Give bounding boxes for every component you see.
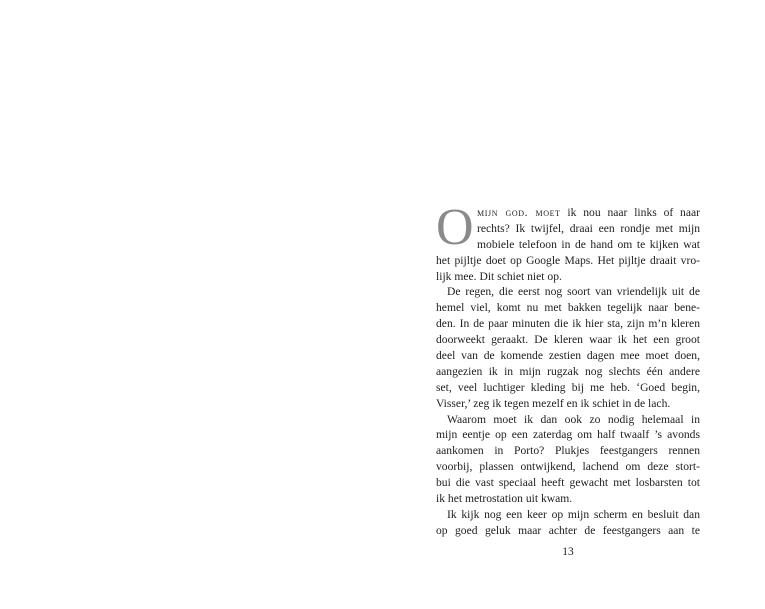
text-line-10: deel van de komende zestien dagen mee moet doen, bbox=[436, 349, 700, 363]
text-line-2: rechts? Ik twijfel, draai een rondje met mijn bbox=[477, 221, 700, 235]
text-line-19: ik het metrostation uit kwam. bbox=[436, 492, 573, 506]
text-line-16: aankomen in Porto? Plukjes feestgangers rennen bbox=[436, 444, 700, 458]
text-line-20: Ik kijk nog een keer op mijn scherm en besluit dan bbox=[447, 507, 700, 521]
text-line-14: Waarom moet ik dan ook zo nodig helemaal in bbox=[447, 412, 700, 426]
text-line-1 bbox=[436, 205, 700, 221]
text-line-12: set, veel luchtiger kleding bij me heb. ‘Goed begin, bbox=[436, 380, 700, 394]
text-line-11: aangezien ik in mijn rugzak nog slechts één andere bbox=[436, 364, 700, 378]
page-number: 13 bbox=[562, 546, 574, 558]
text-line-18: bui die vast speciaal heeft gewacht met losbarsten tot bbox=[436, 476, 700, 490]
text-line-7: hemel viel, komt nu met bakken tegelijk naar bene- bbox=[436, 301, 700, 315]
text-line-21: op goed geluk maar achter de feestgangers aan te bbox=[436, 523, 700, 537]
text-line-17: voorbij, plassen ontwijkend, lachend om deze stort- bbox=[436, 460, 700, 474]
text-line-3: mobiele telefoon in de hand om te kijken wat bbox=[477, 237, 700, 251]
text-line-6: De regen, die eerst nog soort van vriendelijk uit de bbox=[447, 285, 700, 299]
text-line-8: den. In de paar minuten die ik hier sta, zijn m’n kleren bbox=[436, 317, 700, 331]
body-text bbox=[436, 199, 700, 539]
text-line-9: doorweekt geraakt. De kleren waar ik het een groot bbox=[436, 333, 700, 347]
text-line-15: mijn eentje op een zaterdag om half twaalf ’s avonds bbox=[436, 428, 700, 442]
text-line-1-rest: ik nou naar links of naar bbox=[560, 206, 700, 219]
text-line-4: het pijltje doet op Google Maps. Het pijltje draait vro- bbox=[436, 253, 700, 267]
text-line-13: Visser,’ zeg ik tegen mezelf en ik schiet in de lach. bbox=[436, 396, 671, 410]
opening-smallcaps: mijn god. moet bbox=[477, 206, 561, 219]
text-line-5: lijk mee. Dit schiet niet op. bbox=[436, 269, 562, 283]
drop-cap: O bbox=[436, 199, 474, 256]
